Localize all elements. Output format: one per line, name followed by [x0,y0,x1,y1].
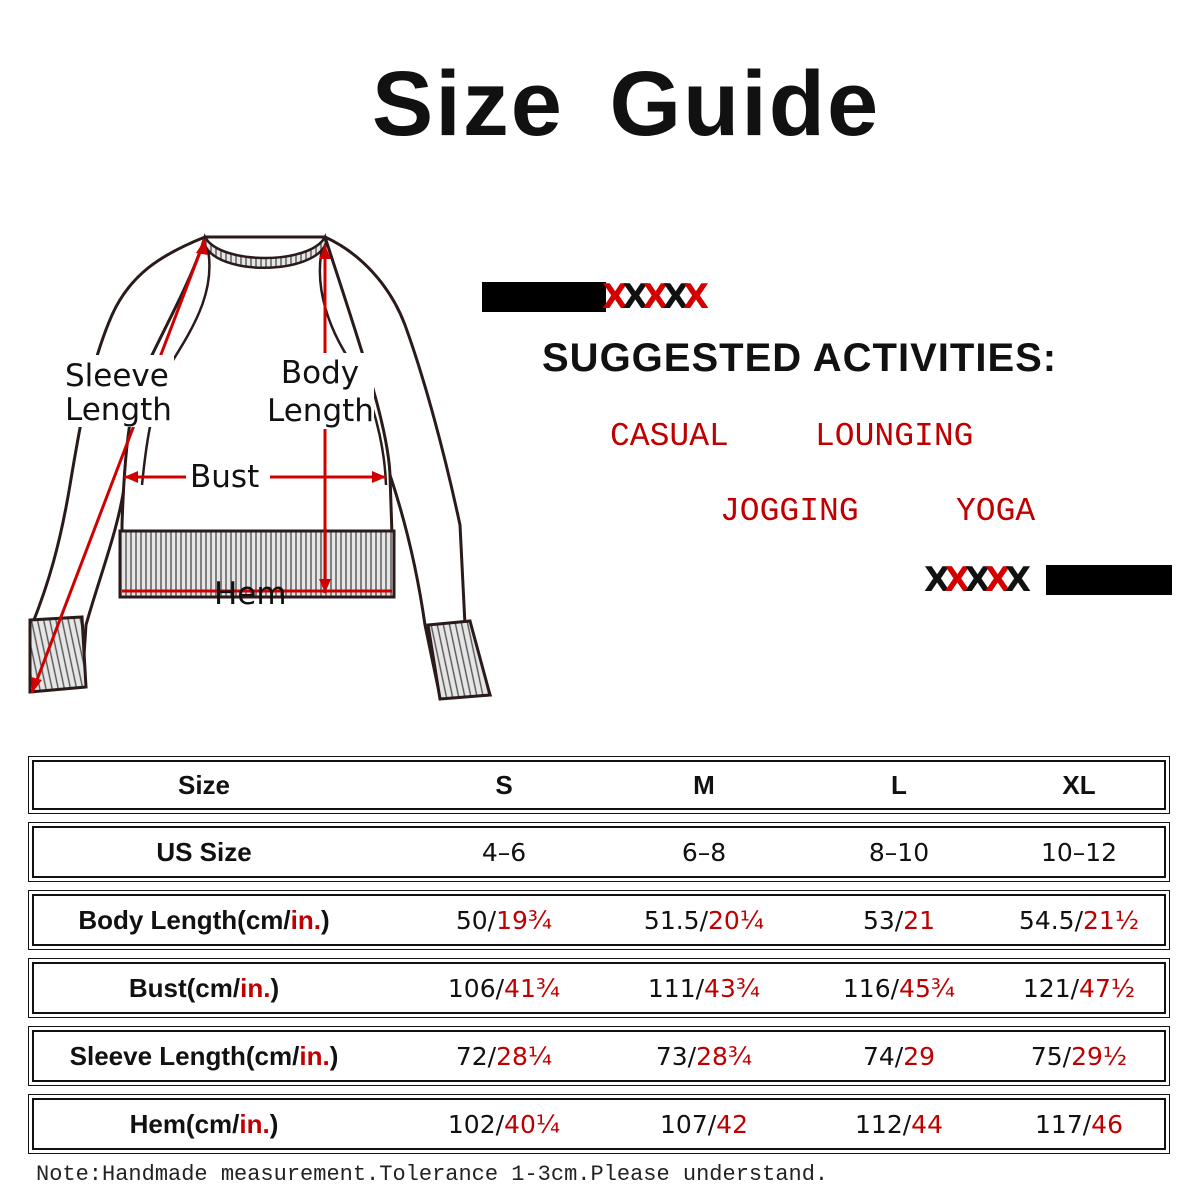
value-separator: / [487,1041,497,1071]
header-l: L [891,769,907,800]
row-label [34,896,374,944]
value-cm: 73 [655,1041,688,1071]
value-inches: 28¾ [696,1041,753,1071]
value-inches: 28¼ [496,1041,553,1071]
value-inches: 47½ [1079,973,1136,1003]
value-inches: 45¾ [899,973,956,1003]
activity-jogging: JOGGING [720,493,859,530]
decor-x-pattern-bottom: XXXXX [924,560,1026,600]
value-separator: / [1062,1041,1072,1071]
table-row [32,826,1166,878]
bust-label: Bust [190,459,260,495]
value-inches: 46 [1091,1109,1123,1139]
value-cm: 102 [447,1109,496,1139]
header-size: Size [177,769,231,800]
table-row [32,1098,1166,1150]
value-cm: 117 [1035,1109,1083,1139]
row-label-suffix: ) [269,1108,279,1139]
size-value-cell [404,1032,604,1080]
activity-yoga: YOGA [956,493,1036,530]
table-header-row [32,760,1166,810]
value-cm: 121 [1022,973,1071,1003]
row-label-text: Sleeve Length(cm/ [69,1040,300,1071]
table-row [32,1030,1166,1082]
value-separator: / [902,1109,912,1139]
decor-bar-bottom [1046,565,1172,595]
value-separator: / [687,1041,697,1071]
sleeve-label-line1: Sleeve [65,358,169,394]
size-value-cell [804,1100,994,1148]
row-label [34,1100,374,1148]
value-inches: 20¼ [708,905,765,935]
row-label [34,828,374,876]
value-cm: 74 [862,1041,895,1071]
size-value-cell [604,828,804,876]
row-label-suffix: ) [270,972,280,1003]
measurement-note: Note:Handmade measurement.Tolerance 1-3cm.Please understand. [36,1162,829,1187]
sweatshirt-drawing [20,225,500,715]
value-separator: / [707,1109,717,1139]
value-cm: 112 [855,1109,903,1139]
table-row [32,894,1166,946]
size-value-cell [604,1100,804,1148]
value-cm: 10–12 [1040,837,1118,867]
sleeve-label-line2: Length [65,392,172,428]
value-cm: 4–6 [481,837,527,867]
value-cm: 50 [455,905,488,935]
row-label-suffix: ) [321,904,330,935]
value-cm: 75 [1030,1041,1063,1071]
value-cm: 116 [842,973,891,1003]
size-value-cell [804,1032,994,1080]
row-label-unit: in. [240,972,271,1003]
size-value-cell [404,964,604,1012]
value-separator: / [1070,973,1080,1003]
value-cm: 72 [455,1041,488,1071]
header-s: S [495,769,513,800]
value-cm: 54.5 [1018,905,1075,935]
value-separator: / [890,973,900,1003]
size-value-cell [804,964,994,1012]
value-separator: / [487,905,497,935]
value-inches: 42 [716,1109,748,1139]
size-value-cell [804,896,994,944]
activity-casual: CASUAL [610,418,729,455]
value-separator: / [1082,1109,1092,1139]
page-title: Size Guide [371,53,881,155]
size-value-cell [984,1032,1174,1080]
table-row [32,962,1166,1014]
value-inches: 43¾ [704,973,761,1003]
row-label-suffix: ) [329,1040,339,1071]
size-value-cell [604,896,804,944]
header-m: M [693,769,715,800]
row-label-unit: in. [290,904,321,935]
value-cm: 111 [647,973,696,1003]
size-value-cell [984,828,1174,876]
size-value-cell [984,1100,1174,1148]
row-label-text: Body Length(cm/ [78,904,291,935]
row-label-text: Hem(cm/ [129,1108,240,1139]
value-inches: 29½ [1071,1041,1128,1071]
value-inches: 41¾ [504,973,561,1003]
value-cm: 8–10 [868,837,930,867]
value-inches: 21 [903,905,936,935]
body-length-label [267,356,373,428]
sleeve-length-label [65,359,172,427]
value-separator: / [495,973,505,1003]
row-label [34,1032,374,1080]
value-inches: 21½ [1083,905,1140,935]
hem-label: Hem [214,576,287,612]
size-value-cell [604,964,804,1012]
value-cm: 53 [862,905,895,935]
value-separator: / [695,973,705,1003]
value-inches: 19¾ [496,905,553,935]
value-separator: / [699,905,709,935]
activity-lounging: LOUNGING [815,418,974,455]
row-label-text: US Size [156,836,252,867]
value-inches: 40¼ [504,1109,561,1139]
decor-bar-top [482,282,606,312]
size-value-cell [404,1100,604,1148]
size-value-cell [804,828,994,876]
row-label-text: Bust(cm/ [128,972,241,1003]
value-separator: / [894,1041,904,1071]
row-label-unit: in. [239,1108,270,1139]
value-separator: / [1074,905,1084,935]
row-label [34,964,374,1012]
header-xl: XL [1062,769,1096,800]
size-value-cell [404,896,604,944]
value-inches: 29 [903,1041,936,1071]
size-value-cell [984,964,1174,1012]
size-value-cell [604,1032,804,1080]
decor-x-pattern-top: XXXXX [602,277,704,317]
size-value-cell [404,828,604,876]
size-value-cell [984,896,1174,944]
value-cm: 6–8 [681,837,727,867]
body-label-line1: Body [280,355,360,391]
value-separator: / [495,1109,505,1139]
value-separator: / [894,905,904,935]
sweatshirt-diagram [20,225,500,715]
value-cm: 51.5 [643,905,700,935]
row-label-unit: in. [299,1040,330,1071]
body-label-line2: Length [267,393,374,429]
activities-heading: SUGGESTED ACTIVITIES: [542,336,1058,380]
value-inches: 44 [911,1109,943,1139]
value-cm: 106 [447,973,496,1003]
value-cm: 107 [660,1109,708,1139]
